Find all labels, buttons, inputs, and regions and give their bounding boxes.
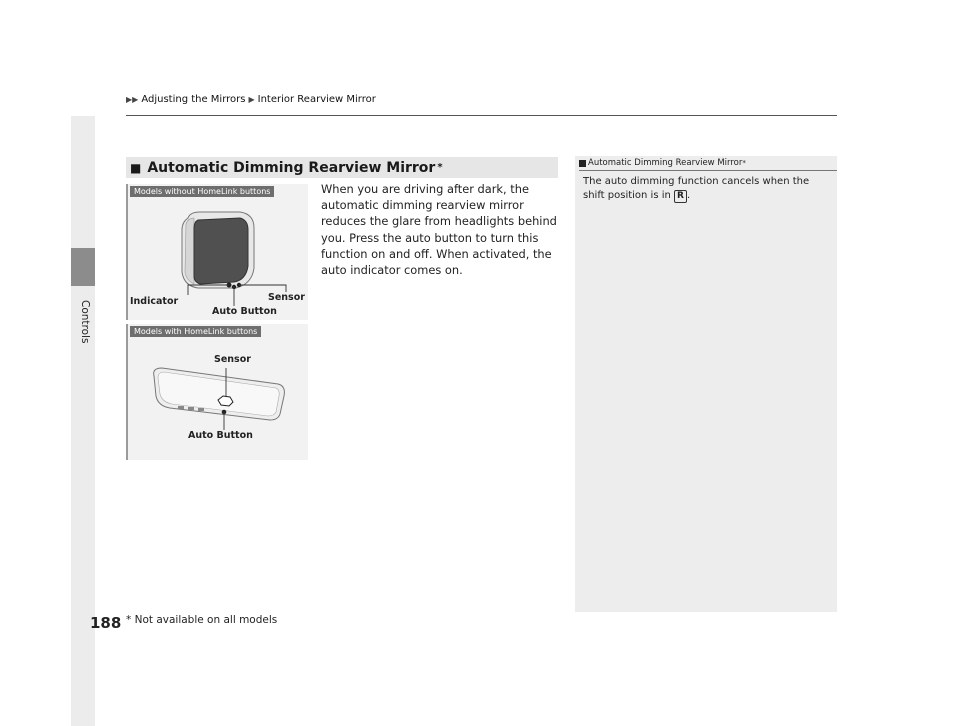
figure-tag: Models with HomeLink buttons [130, 326, 261, 337]
section-title: Automatic Dimming Rearview Mirror [147, 159, 436, 176]
section-heading [126, 157, 558, 178]
indicator-label: Indicator [130, 296, 179, 307]
figure-tag: Models without HomeLink buttons [130, 186, 274, 197]
sidebar-tab-marker [71, 248, 95, 286]
section-asterisk: * [437, 162, 443, 173]
sidebar-strip [71, 116, 95, 726]
note-body [583, 175, 833, 203]
auto-button-label: Auto Button [188, 430, 253, 441]
note-text-end: . [686, 190, 691, 201]
page-number: 188 [90, 614, 122, 632]
note-text: The auto dimming function cancels when the shift position is in [583, 176, 810, 201]
square-bullet-icon: ■ [130, 160, 142, 175]
sidebar-section-label: Controls [79, 300, 91, 344]
figure-with-homelink [126, 324, 308, 460]
breadcrumb-item: Adjusting the Mirrors [141, 94, 246, 105]
header-rule [126, 115, 837, 116]
reverse-gear-key-icon: R [674, 190, 687, 203]
note-box [575, 156, 837, 612]
note-title [579, 158, 837, 171]
sensor-label: Sensor [214, 354, 251, 365]
breadcrumb [126, 94, 376, 105]
sensor-label: Sensor [268, 292, 305, 303]
breadcrumb-arrow-icon: ▶▶ [126, 95, 139, 104]
note-marker-icon [579, 160, 586, 167]
breadcrumb-item: Interior Rearview Mirror [257, 94, 376, 105]
footnote: * Not available on all models [126, 614, 278, 626]
breadcrumb-arrow-icon: ▶ [248, 95, 255, 104]
note-asterisk: * [742, 159, 746, 167]
auto-button-label: Auto Button [212, 306, 277, 317]
note-title-text: Automatic Dimming Rearview Mirror [588, 158, 743, 168]
section-body: When you are driving after dark, the automatic dimming rearview mirror reduces the glare from headlights behind you. Press the auto button to turn this function on and off. When activated, the auto indicator comes on. [321, 182, 557, 278]
figure-without-homelink [126, 184, 308, 320]
